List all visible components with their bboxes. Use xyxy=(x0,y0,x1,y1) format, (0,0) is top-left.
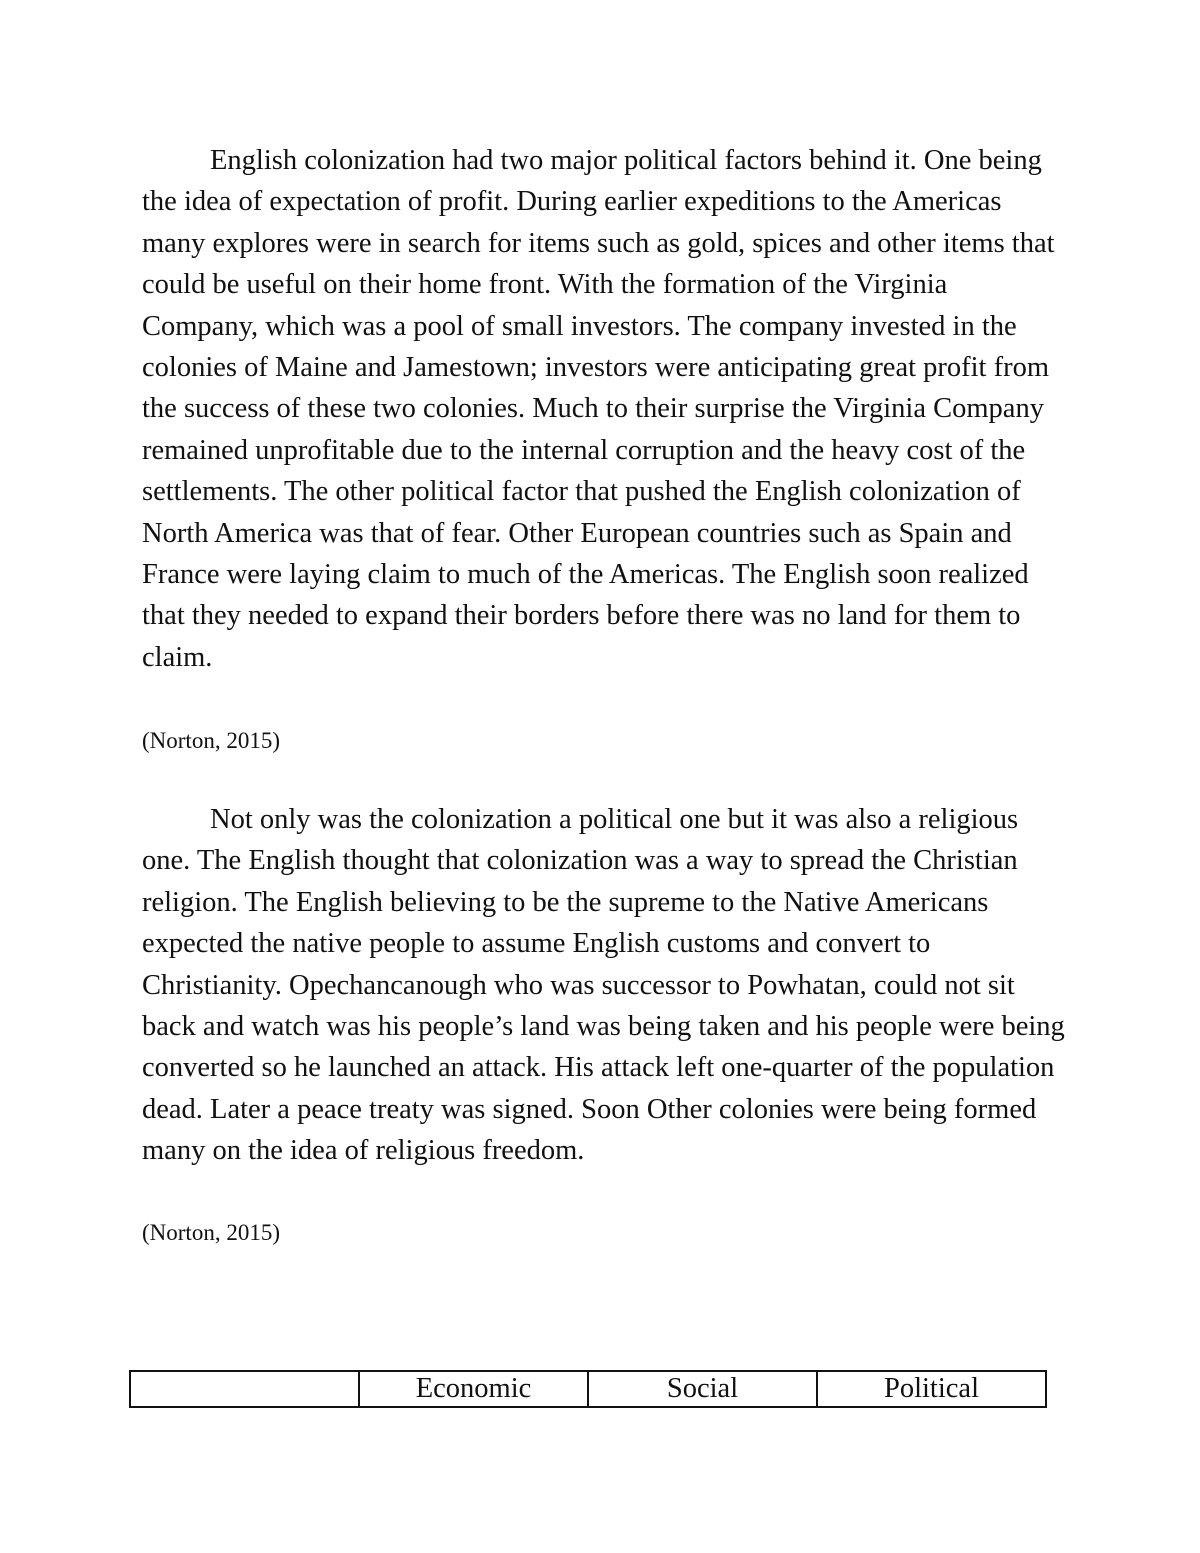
table-header-economic: Economic xyxy=(359,1371,588,1407)
table-header-social: Social xyxy=(588,1371,817,1407)
table-header-blank xyxy=(130,1371,359,1407)
table-header-row xyxy=(130,1371,1046,1407)
table-header-political: Political xyxy=(817,1371,1046,1407)
paragraph-religious-factors: Not only was the colonization a political one but it was also a religious one. The English thought that colonization was a way to spread the Christian religion. The English believing to be the supreme to the Native Americans expected the native people to assume English customs and convert to Christianity. Opechancanough who was successor to Powhatan, could not sit back and watch was his people’s land was being taken and his people were being converted so he launched an attack. His attack left one-quarter of the population dead. Later a peace treaty was signed. Soon Other colonies were being formed many on the idea of religious freedom. xyxy=(142,804,1065,1167)
paragraph-political-factors: English colonization had two major political factors behind it. One being the idea of expectation of profit. During earlier expeditions to the Americas many explores were in search for items such as gold, spices and other items that could be useful on their home front. With the formation of the Virginia Company, which was a pool of small investors. The company invested in the colonies of Maine and Jamestown; investors were anticipating great profit from the success of these two colonies. Much to their surprise the Virginia Company remained unprofitable due to the internal corruption and the heavy cost of the settlements. The other political factor that pushed the English colonization of North America was that of fear. Other European countries such as Spain and France were laying claim to much of the Americas. The English soon realized that they needed to expand their borders before there was no land for them to claim. xyxy=(142,145,1055,673)
comparison-table xyxy=(129,1370,1047,1408)
citation-norton-1: (Norton, 2015) xyxy=(142,728,280,753)
citation-norton-2: (Norton, 2015) xyxy=(142,1220,280,1245)
